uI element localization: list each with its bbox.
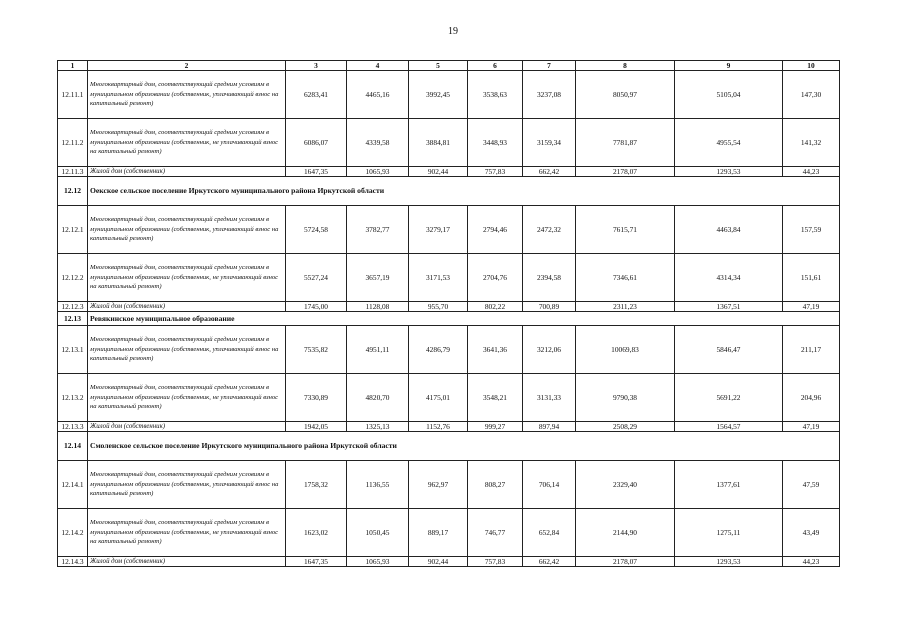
header-cell: 3	[286, 61, 347, 71]
header-cell: 4	[347, 61, 409, 71]
value-cell: 3171,53	[409, 254, 468, 302]
table-row	[58, 302, 840, 312]
value-cell: 3884,81	[409, 119, 468, 167]
value-cell: 2311,23	[576, 302, 675, 312]
value-cell: 3992,45	[409, 71, 468, 119]
value-cell: 7615,71	[576, 206, 675, 254]
value-cell: 1623,02	[286, 509, 347, 557]
value-cell: 2329,40	[576, 461, 675, 509]
value-cell: 2144,90	[576, 509, 675, 557]
row-code: 12.14.2	[58, 509, 88, 557]
row-description: Многоквартирный дом, соответствующий средним условиям в муниципальном образовании (собственник, уплачивающий взнос на капитальный ремонт)	[88, 326, 286, 374]
value-cell: 4951,11	[347, 326, 409, 374]
table-row	[58, 374, 840, 422]
value-cell: 44,23	[783, 167, 840, 177]
value-cell: 4820,70	[347, 374, 409, 422]
table-body	[58, 61, 840, 567]
value-cell: 1367,51	[675, 302, 783, 312]
section-row	[58, 432, 840, 461]
value-cell: 141,32	[783, 119, 840, 167]
value-cell: 1647,35	[286, 557, 347, 567]
value-cell: 3548,21	[468, 374, 523, 422]
row-code: 12.12.2	[58, 254, 88, 302]
value-cell: 1275,11	[675, 509, 783, 557]
row-code: 12.12.1	[58, 206, 88, 254]
value-cell: 1152,76	[409, 422, 468, 432]
value-cell: 962,97	[409, 461, 468, 509]
value-cell: 4175,01	[409, 374, 468, 422]
row-code: 12.11.1	[58, 71, 88, 119]
value-cell: 2178,07	[576, 557, 675, 567]
value-cell: 4465,16	[347, 71, 409, 119]
section-code: 12.12	[58, 177, 88, 206]
value-cell: 9790,38	[576, 374, 675, 422]
value-cell: 3212,06	[523, 326, 576, 374]
row-description: Жилой дом (собственник)	[88, 302, 286, 312]
table-row	[58, 119, 840, 167]
value-cell: 3782,77	[347, 206, 409, 254]
value-cell: 1564,57	[675, 422, 783, 432]
section-title: Ревякинское муниципальное образование	[88, 312, 840, 326]
section-code: 12.14	[58, 432, 88, 461]
value-cell: 47,19	[783, 422, 840, 432]
section-row	[58, 177, 840, 206]
header-cell: 1	[58, 61, 88, 71]
table-row	[58, 167, 840, 177]
value-cell: 7535,82	[286, 326, 347, 374]
value-cell: 1758,32	[286, 461, 347, 509]
value-cell: 706,14	[523, 461, 576, 509]
tariff-table	[57, 60, 840, 567]
row-description: Многоквартирный дом, соответствующий средним условиям в муниципальном образовании (собственник, уплачивающий взнос на капитальный ремонт)	[88, 461, 286, 509]
value-cell: 3448,93	[468, 119, 523, 167]
section-title: Оекское сельское поселение Иркутского муниципального района Иркутской области	[88, 177, 840, 206]
value-cell: 3131,33	[523, 374, 576, 422]
value-cell: 700,89	[523, 302, 576, 312]
value-cell: 1377,61	[675, 461, 783, 509]
header-cell: 5	[409, 61, 468, 71]
value-cell: 10069,83	[576, 326, 675, 374]
table-row	[58, 557, 840, 567]
value-cell: 2794,46	[468, 206, 523, 254]
value-cell: 3538,63	[468, 71, 523, 119]
value-cell: 652,84	[523, 509, 576, 557]
value-cell: 4314,34	[675, 254, 783, 302]
value-cell: 5105,04	[675, 71, 783, 119]
value-cell: 6283,41	[286, 71, 347, 119]
value-cell: 1647,35	[286, 167, 347, 177]
header-cell: 2	[88, 61, 286, 71]
value-cell: 1293,53	[675, 167, 783, 177]
value-cell: 802,22	[468, 302, 523, 312]
value-cell: 204,96	[783, 374, 840, 422]
value-cell: 757,83	[468, 557, 523, 567]
value-cell: 1745,00	[286, 302, 347, 312]
row-description: Жилой дом (собственник)	[88, 167, 286, 177]
value-cell: 44,23	[783, 557, 840, 567]
row-description: Многоквартирный дом, соответствующий средним условиям в муниципальном образовании (собственник, не уплачивающий взнос на капитальный ремонт)	[88, 374, 286, 422]
value-cell: 999,27	[468, 422, 523, 432]
value-cell: 902,44	[409, 167, 468, 177]
value-cell: 1128,08	[347, 302, 409, 312]
header-cell: 6	[468, 61, 523, 71]
value-cell: 147,30	[783, 71, 840, 119]
header-cell: 9	[675, 61, 783, 71]
value-cell: 3657,19	[347, 254, 409, 302]
value-cell: 902,44	[409, 557, 468, 567]
value-cell: 5724,58	[286, 206, 347, 254]
value-cell: 2394,58	[523, 254, 576, 302]
value-cell: 8050,97	[576, 71, 675, 119]
value-cell: 211,17	[783, 326, 840, 374]
value-cell: 157,59	[783, 206, 840, 254]
value-cell: 4955,54	[675, 119, 783, 167]
section-code: 12.13	[58, 312, 88, 326]
row-code: 12.11.3	[58, 167, 88, 177]
row-code: 12.14.1	[58, 461, 88, 509]
value-cell: 7781,87	[576, 119, 675, 167]
row-code: 12.13.3	[58, 422, 88, 432]
value-cell: 1065,93	[347, 167, 409, 177]
table-row	[58, 206, 840, 254]
value-cell: 6086,07	[286, 119, 347, 167]
row-code: 12.13.2	[58, 374, 88, 422]
row-description: Многоквартирный дом, соответствующий средним условиям в муниципальном образовании (собственник, уплачивающий взнос на капитальный ремонт)	[88, 206, 286, 254]
value-cell: 47,19	[783, 302, 840, 312]
value-cell: 4339,58	[347, 119, 409, 167]
value-cell: 897,94	[523, 422, 576, 432]
section-row	[58, 312, 840, 326]
value-cell: 1293,53	[675, 557, 783, 567]
value-cell: 3159,34	[523, 119, 576, 167]
table-row	[58, 254, 840, 302]
value-cell: 1942,05	[286, 422, 347, 432]
row-description: Многоквартирный дом, соответствующий средним условиям в муниципальном образовании (собственник, не уплачивающий взнос на капитальный ремонт)	[88, 119, 286, 167]
value-cell: 662,42	[523, 167, 576, 177]
table-row	[58, 509, 840, 557]
value-cell: 47,59	[783, 461, 840, 509]
value-cell: 1065,93	[347, 557, 409, 567]
table-row	[58, 71, 840, 119]
page-number: 19	[448, 26, 458, 37]
value-cell: 2178,07	[576, 167, 675, 177]
table-row	[58, 461, 840, 509]
value-cell: 3237,08	[523, 71, 576, 119]
value-cell: 5846,47	[675, 326, 783, 374]
value-cell: 955,70	[409, 302, 468, 312]
value-cell: 7330,89	[286, 374, 347, 422]
value-cell: 7346,61	[576, 254, 675, 302]
value-cell: 43,49	[783, 509, 840, 557]
value-cell: 4286,79	[409, 326, 468, 374]
value-cell: 3279,17	[409, 206, 468, 254]
table-header-row	[58, 61, 840, 71]
value-cell: 2704,76	[468, 254, 523, 302]
table-row	[58, 326, 840, 374]
value-cell: 4463,84	[675, 206, 783, 254]
value-cell: 1050,45	[347, 509, 409, 557]
value-cell: 662,42	[523, 557, 576, 567]
section-title: Смоленское сельское поселение Иркутского муниципального района Иркутской области	[88, 432, 840, 461]
row-code: 12.14.3	[58, 557, 88, 567]
value-cell: 1325,13	[347, 422, 409, 432]
value-cell: 808,27	[468, 461, 523, 509]
value-cell: 5527,24	[286, 254, 347, 302]
row-description: Жилой дом (собственник)	[88, 422, 286, 432]
row-description: Многоквартирный дом, соответствующий средним условиям в муниципальном образовании (собственник, уплачивающий взнос на капитальный ремонт)	[88, 71, 286, 119]
header-cell: 8	[576, 61, 675, 71]
row-code: 12.13.1	[58, 326, 88, 374]
row-code: 12.11.2	[58, 119, 88, 167]
header-cell: 10	[783, 61, 840, 71]
row-description: Многоквартирный дом, соответствующий средним условиям в муниципальном образовании (собственник, не уплачивающий взнос на капитальный ремонт)	[88, 254, 286, 302]
value-cell: 5691,22	[675, 374, 783, 422]
value-cell: 757,83	[468, 167, 523, 177]
row-code: 12.12.3	[58, 302, 88, 312]
value-cell: 2508,29	[576, 422, 675, 432]
value-cell: 1136,55	[347, 461, 409, 509]
row-description: Многоквартирный дом, соответствующий средним условиям в муниципальном образовании (собственник, не уплачивающий взнос на капитальный ремонт)	[88, 509, 286, 557]
row-description: Жилой дом (собственник)	[88, 557, 286, 567]
value-cell: 746,77	[468, 509, 523, 557]
table-row	[58, 422, 840, 432]
header-cell: 7	[523, 61, 576, 71]
value-cell: 2472,32	[523, 206, 576, 254]
value-cell: 3641,36	[468, 326, 523, 374]
value-cell: 889,17	[409, 509, 468, 557]
value-cell: 151,61	[783, 254, 840, 302]
